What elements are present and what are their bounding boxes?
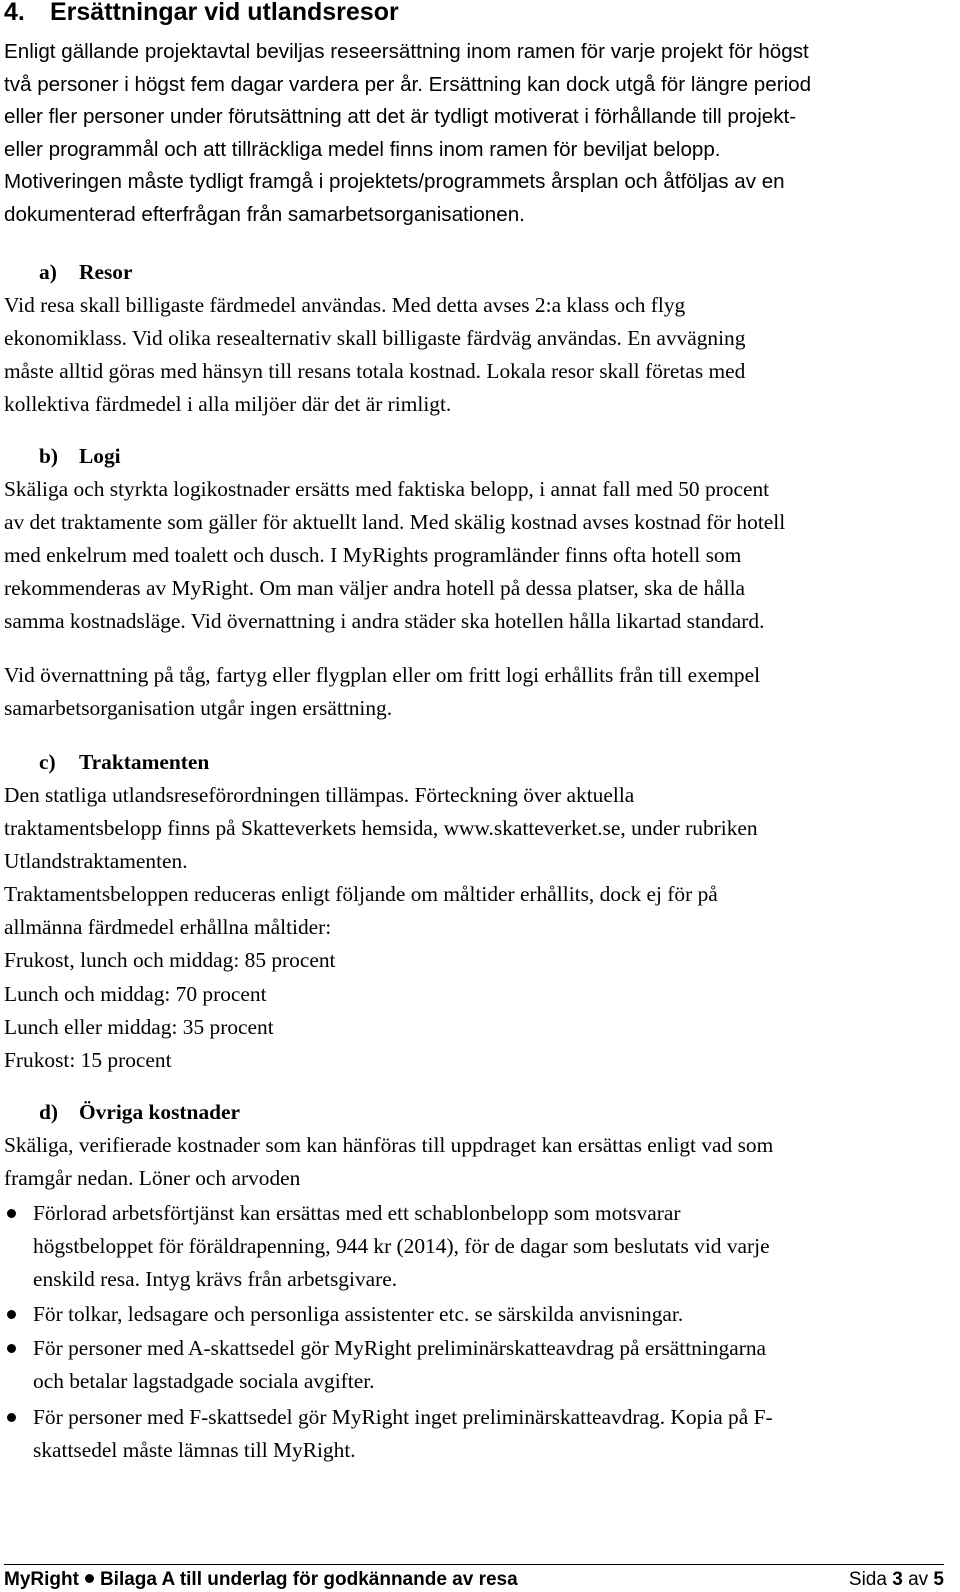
subheading-title: Övriga kostnader (79, 1100, 241, 1124)
subheading-logi (39, 440, 121, 472)
text-line: samarbetsorganisation utgår ingen ersättning. (4, 696, 393, 721)
text-line: Enligt gällande projektavtal beviljas reseersättning inom ramen för varje projekt för högst (4, 40, 809, 63)
text-line: enskild resa. Intyg krävs från arbetsgivare. (33, 1267, 398, 1292)
text-line: Traktamentsbeloppen reduceras enligt följande om måltider erhållits, dock ej för på (4, 882, 718, 907)
text-line: allmänna färdmedel erhållna måltider: (4, 915, 332, 940)
page-number (849, 1568, 944, 1592)
subheading-letter: d) (39, 1100, 59, 1124)
bullet-icon (7, 1209, 16, 1218)
subheading-title: Traktamenten (79, 750, 210, 774)
text-line: traktamentsbelopp finns på Skatteverkets hemsida, www.skatteverket.se, under rubriken (4, 816, 758, 841)
text-line: rekommenderas av MyRight. Om man väljer andra hotell på dessa platser, ska de hålla (4, 576, 746, 601)
text-line: Förlorad arbetsförtjänst kan ersättas med ett schablonbelopp som motsvarar (33, 1201, 681, 1225)
page-total: 5 (933, 1569, 944, 1590)
text-line: framgår nedan. Löner och arvoden (4, 1166, 301, 1191)
text-line: För personer med F-skattsedel gör MyRight inget preliminärskatteavdrag. Kopia på F- (33, 1405, 773, 1429)
page-footer (4, 1568, 944, 1592)
bullet-icon (85, 1574, 94, 1583)
footer-document-name: Bilaga A till underlag för godkännande av resa (99, 1569, 518, 1590)
text-line: av det traktamente som gäller för aktuellt land. Med skälig kostnad avses kostnad för hotell (4, 510, 786, 535)
text-line: kollektiva färdmedel i alla miljöer där det är rimligt. (4, 392, 452, 417)
subheading-title: Logi (79, 444, 121, 468)
bullet-icon (7, 1310, 16, 1319)
text-line: eller programmål och att tillräckliga medel finns inom ramen för beviljat belopp. (4, 137, 721, 161)
subheading-letter: a) (39, 260, 57, 284)
text-line: Utlandstraktamenten. (4, 849, 188, 874)
page-prefix: Sida (848, 1569, 887, 1590)
text-line: skattsedel måste lämnas till MyRight. (33, 1438, 356, 1463)
text-line: två personer i högst fem dagar vardera per år. Ersättning kan dock utgå för längre period (4, 72, 812, 96)
text-line: och betalar lagstadgade sociala avgifter. (33, 1369, 375, 1394)
text-line: högstbeloppet för föräldrapenning, 944 kr (2014), för de dagar som beslutats vid varje (33, 1234, 770, 1259)
page-current: 3 (892, 1569, 903, 1590)
text-line: Den statliga utlandsreseförordningen tillämpas. Förteckning över aktuella (4, 783, 635, 807)
text-line: dokumenterad efterfrågan från samarbetsorganisationen. (4, 202, 525, 226)
text-line: Frukost, lunch och middag: 85 procent (4, 948, 336, 973)
text-line: Lunch eller middag: 35 procent (4, 1014, 274, 1039)
section-heading (4, 0, 399, 28)
subheading-letter: b) (39, 444, 59, 468)
logi-paragraph (4, 473, 904, 638)
footer-title (4, 1568, 518, 1592)
text-line: Vid resa skall billigaste färdmedel användas. Med detta avses 2:a klass och flyg (4, 293, 686, 317)
subheading-ovriga-kostnader (39, 1096, 240, 1128)
footer-divider (4, 1564, 944, 1565)
intro-paragraph (4, 36, 904, 232)
text-line: För tolkar, ledsagare och personliga assistenter etc. se särskilda anvisningar. (33, 1302, 684, 1326)
text-line: samma kostnadsläge. Vid övernattning i andra städer ska hotellen hålla likartad standard. (4, 609, 765, 634)
traktamenten-paragraph (4, 779, 904, 1077)
text-line: Skäliga och styrkta logikostnader ersätts med faktiska belopp, i annat fall med 50 procent (4, 477, 770, 501)
page-of: av (908, 1569, 929, 1590)
text-line: Skäliga, verifierade kostnader som kan hänföras till uppdraget kan ersättas enligt vad som (4, 1133, 774, 1157)
text-line: För personer med A-skattsedel gör MyRight preliminärskatteavdrag på ersättningarna (33, 1336, 767, 1360)
text-line: Lunch och middag: 70 procent (4, 981, 267, 1006)
subheading-resor (39, 256, 132, 288)
logi-extra-paragraph (4, 659, 904, 725)
text-line: ekonomiklass. Vid olika resealternativ skall billigaste färdväg användas. En avvägning (4, 326, 746, 351)
subheading-traktamenten (39, 746, 209, 778)
heading-title: Ersättningar vid utlandsresor (50, 0, 399, 26)
text-line: eller fler personer under förutsättning att det är tydligt motiverat i förhållande till projekt- (4, 105, 797, 129)
heading-number: 4. (4, 0, 25, 26)
text-line: med enkelrum med toalett och dusch. I MyRights programländer finns ofta hotell som (4, 543, 742, 568)
bullet-icon (7, 1344, 16, 1353)
subheading-title: Resor (79, 260, 133, 284)
bullet-icon (7, 1413, 16, 1422)
text-line: Frukost: 15 procent (4, 1047, 172, 1072)
resor-paragraph (4, 289, 904, 421)
ovriga-paragraph (4, 1129, 904, 1195)
footer-org: MyRight (4, 1569, 79, 1590)
text-line: Vid övernattning på tåg, fartyg eller flygplan eller om fritt logi erhållits från till exempel (4, 663, 761, 687)
text-line: måste alltid göras med hänsyn till resans totala kostnad. Lokala resor skall företas med (4, 359, 746, 384)
subheading-letter: c) (39, 750, 56, 774)
text-line: Motiveringen måste tydligt framgå i projektets/programmets årsplan och åtföljas av en (4, 170, 785, 194)
